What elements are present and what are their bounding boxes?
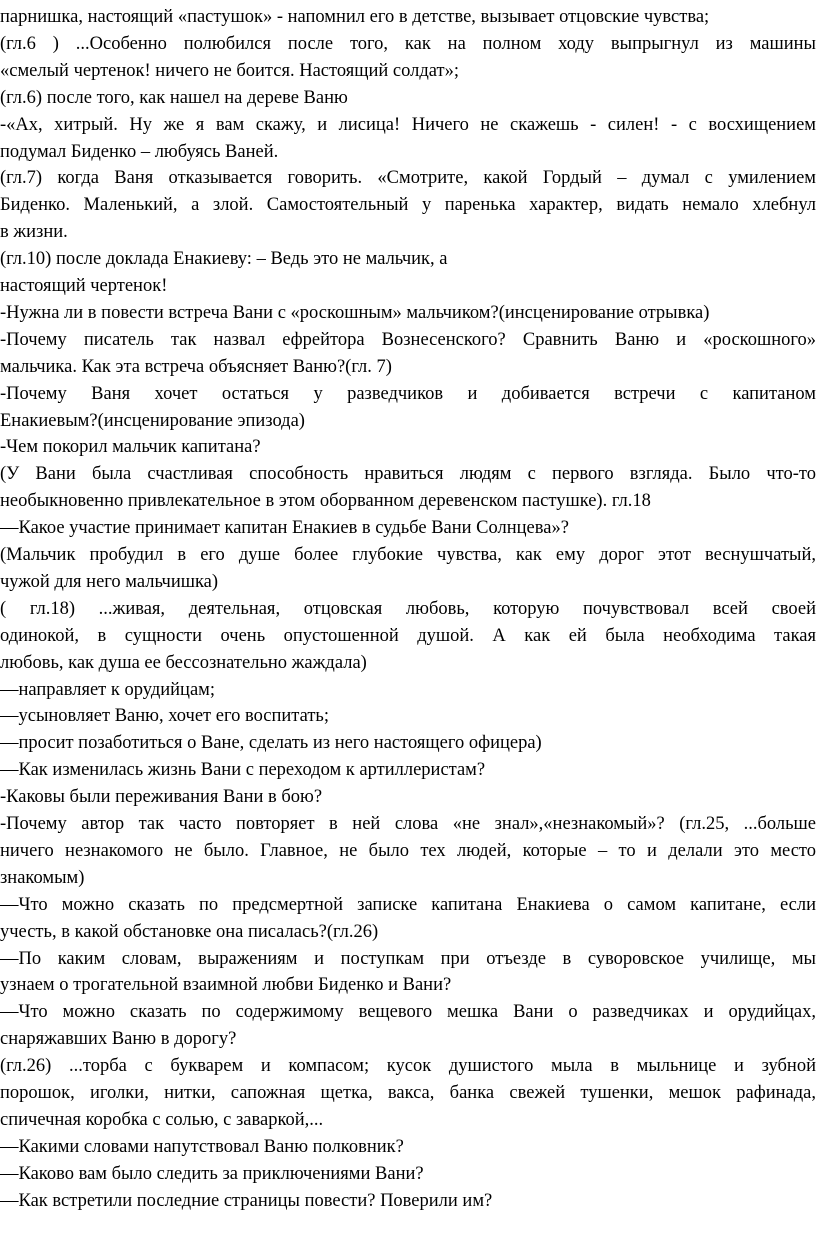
text-line: -Почему Ваня хочет остаться у разведчиков и добивается встречи с капитаном (0, 383, 816, 404)
text-line: подумал Биденко – любуясь Ваней. (0, 141, 279, 162)
text-line: парнишка, настоящий «пастушок» - напомнил его в детстве, вызывает отцовские чувства; (0, 7, 710, 27)
text-line: (Мальчик пробудил в его душе более глубокие чувства, как ему дорог этот веснушчатый, (0, 545, 816, 565)
text-line: —Что можно сказать по предсмертной записке капитана Енакиева о самом капитане, если (0, 894, 816, 915)
text-line: любовь, как душа ее бессознательно жаждала) (0, 652, 367, 673)
text-line: -Каковы были переживания Вани в бою? (0, 787, 323, 808)
text-line: -Чем покорил мальчик капитана? (0, 437, 261, 458)
text-line: настоящий чертенок! (0, 276, 168, 296)
text-line: (У Вани была счастливая способность нравиться людям с первого взгляда. Было что-то (0, 464, 816, 485)
text-line: (гл.10) после доклада Енакиеву: – Ведь это не мальчик, а (0, 249, 448, 270)
text-line: порошок, иголки, нитки, сапожная щетка, вакса, банка свежей тушенки, мешок рафинада, (0, 1083, 816, 1103)
text-line: —Как изменилась жизнь Вани с переходом к артиллеристам? (0, 760, 486, 781)
text-line: (гл.26) ...торба с букварем и компасом; кусок душистого мыла в мыльнице и зубной (0, 1056, 816, 1077)
text-line: (гл.6) после того, как нашел на дереве Ваню (0, 87, 348, 108)
text-line: ( гл.18) ...живая, деятельная, отцовская любовь, которую почувствовал всей своей (0, 598, 816, 619)
text-line: ничего незнакомого не было. Главное, не было тех людей, которые – то и делали это место (0, 840, 816, 861)
text-line: снаряжавших Ваню в дорогу? (0, 1029, 237, 1050)
text-line: мальчика. Как эта встреча объясняет Ваню?(гл. 7) (0, 356, 392, 377)
text-line: —усыновляет Ваню, хочет его воспитать; (0, 706, 330, 727)
text-line: -Почему писатель так назвал ефрейтора Вознесенского? Сравнить Ваню и «роскошного» (0, 329, 816, 350)
text-line: -Нужна ли в повести встреча Вани с «роскошным» мальчиком?(инсценирование отрывка) (0, 302, 710, 323)
text-line: -«Ах, хитрый. Ну же я вам скажу, и лисица! Ничего не скажешь - силен! - с восхищением (0, 114, 816, 135)
text-line: —По каким словам, выражениям и поступкам при отъезде в суворовское училище, мы (0, 948, 816, 969)
text-line: —Как встретили последние страницы повести? Поверили им? (0, 1190, 493, 1211)
text-line: необыкновенно привлекательное в этом оборванном деревенском пастушке). гл.18 (0, 491, 651, 512)
text-line: —Какими словами напутствовал Ваню полковник? (0, 1136, 404, 1157)
text-line: одинокой, в сущности очень опустошенной душой. А как ей была необходима такая (0, 625, 816, 646)
text-line: —Что можно сказать по содержимому вещевого мешка Вани о разведчиках и орудийцах, (0, 1002, 816, 1023)
text-line: Биденко. Маленький, а злой. Самостоятельный у паренька характер, видать немало хлебнул (0, 195, 816, 216)
text-line: (гл.6 ) ...Особенно полюбился после того, как на полном ходу выпрыгнул из машины (0, 33, 816, 54)
text-line: в жизни. (0, 222, 68, 243)
text-line: спичечная коробка с солью, с заваркой,... (0, 1109, 324, 1130)
text-line: чужой для него мальчишка) (0, 571, 219, 592)
text-line: —направляет к орудийцам; (0, 679, 216, 700)
text-line: узнаем о трогательной взаимной любви Биденко и Вани? (0, 975, 452, 996)
text-line: -Почему автор так часто повторяет в ней слова «не знал»,«незнакомый»? (гл.25, ...больше (0, 814, 816, 834)
text-line: знакомым) (0, 867, 85, 888)
text-line: —Каково вам было следить за приключениями Вани? (0, 1163, 424, 1184)
text-line: —просит позаботиться о Ване, сделать из него настоящего офицера) (0, 733, 542, 754)
text-line: (гл.7) когда Ваня отказывается говорить. «Смотрите, какой Гордый – думал с умилением (0, 168, 816, 189)
text-line: Енакиевым?(инсценирование эпизода) (0, 410, 305, 431)
text-line: «смелый чертенок! ничего не боится. Настоящий солдат»; (0, 60, 459, 81)
text-line: учесть, в какой обстановке она писалась?(гл.26) (0, 921, 379, 942)
text-line: —Какое участие принимает капитан Енакиев в судьбе Вани Солнцева»? (0, 518, 569, 539)
